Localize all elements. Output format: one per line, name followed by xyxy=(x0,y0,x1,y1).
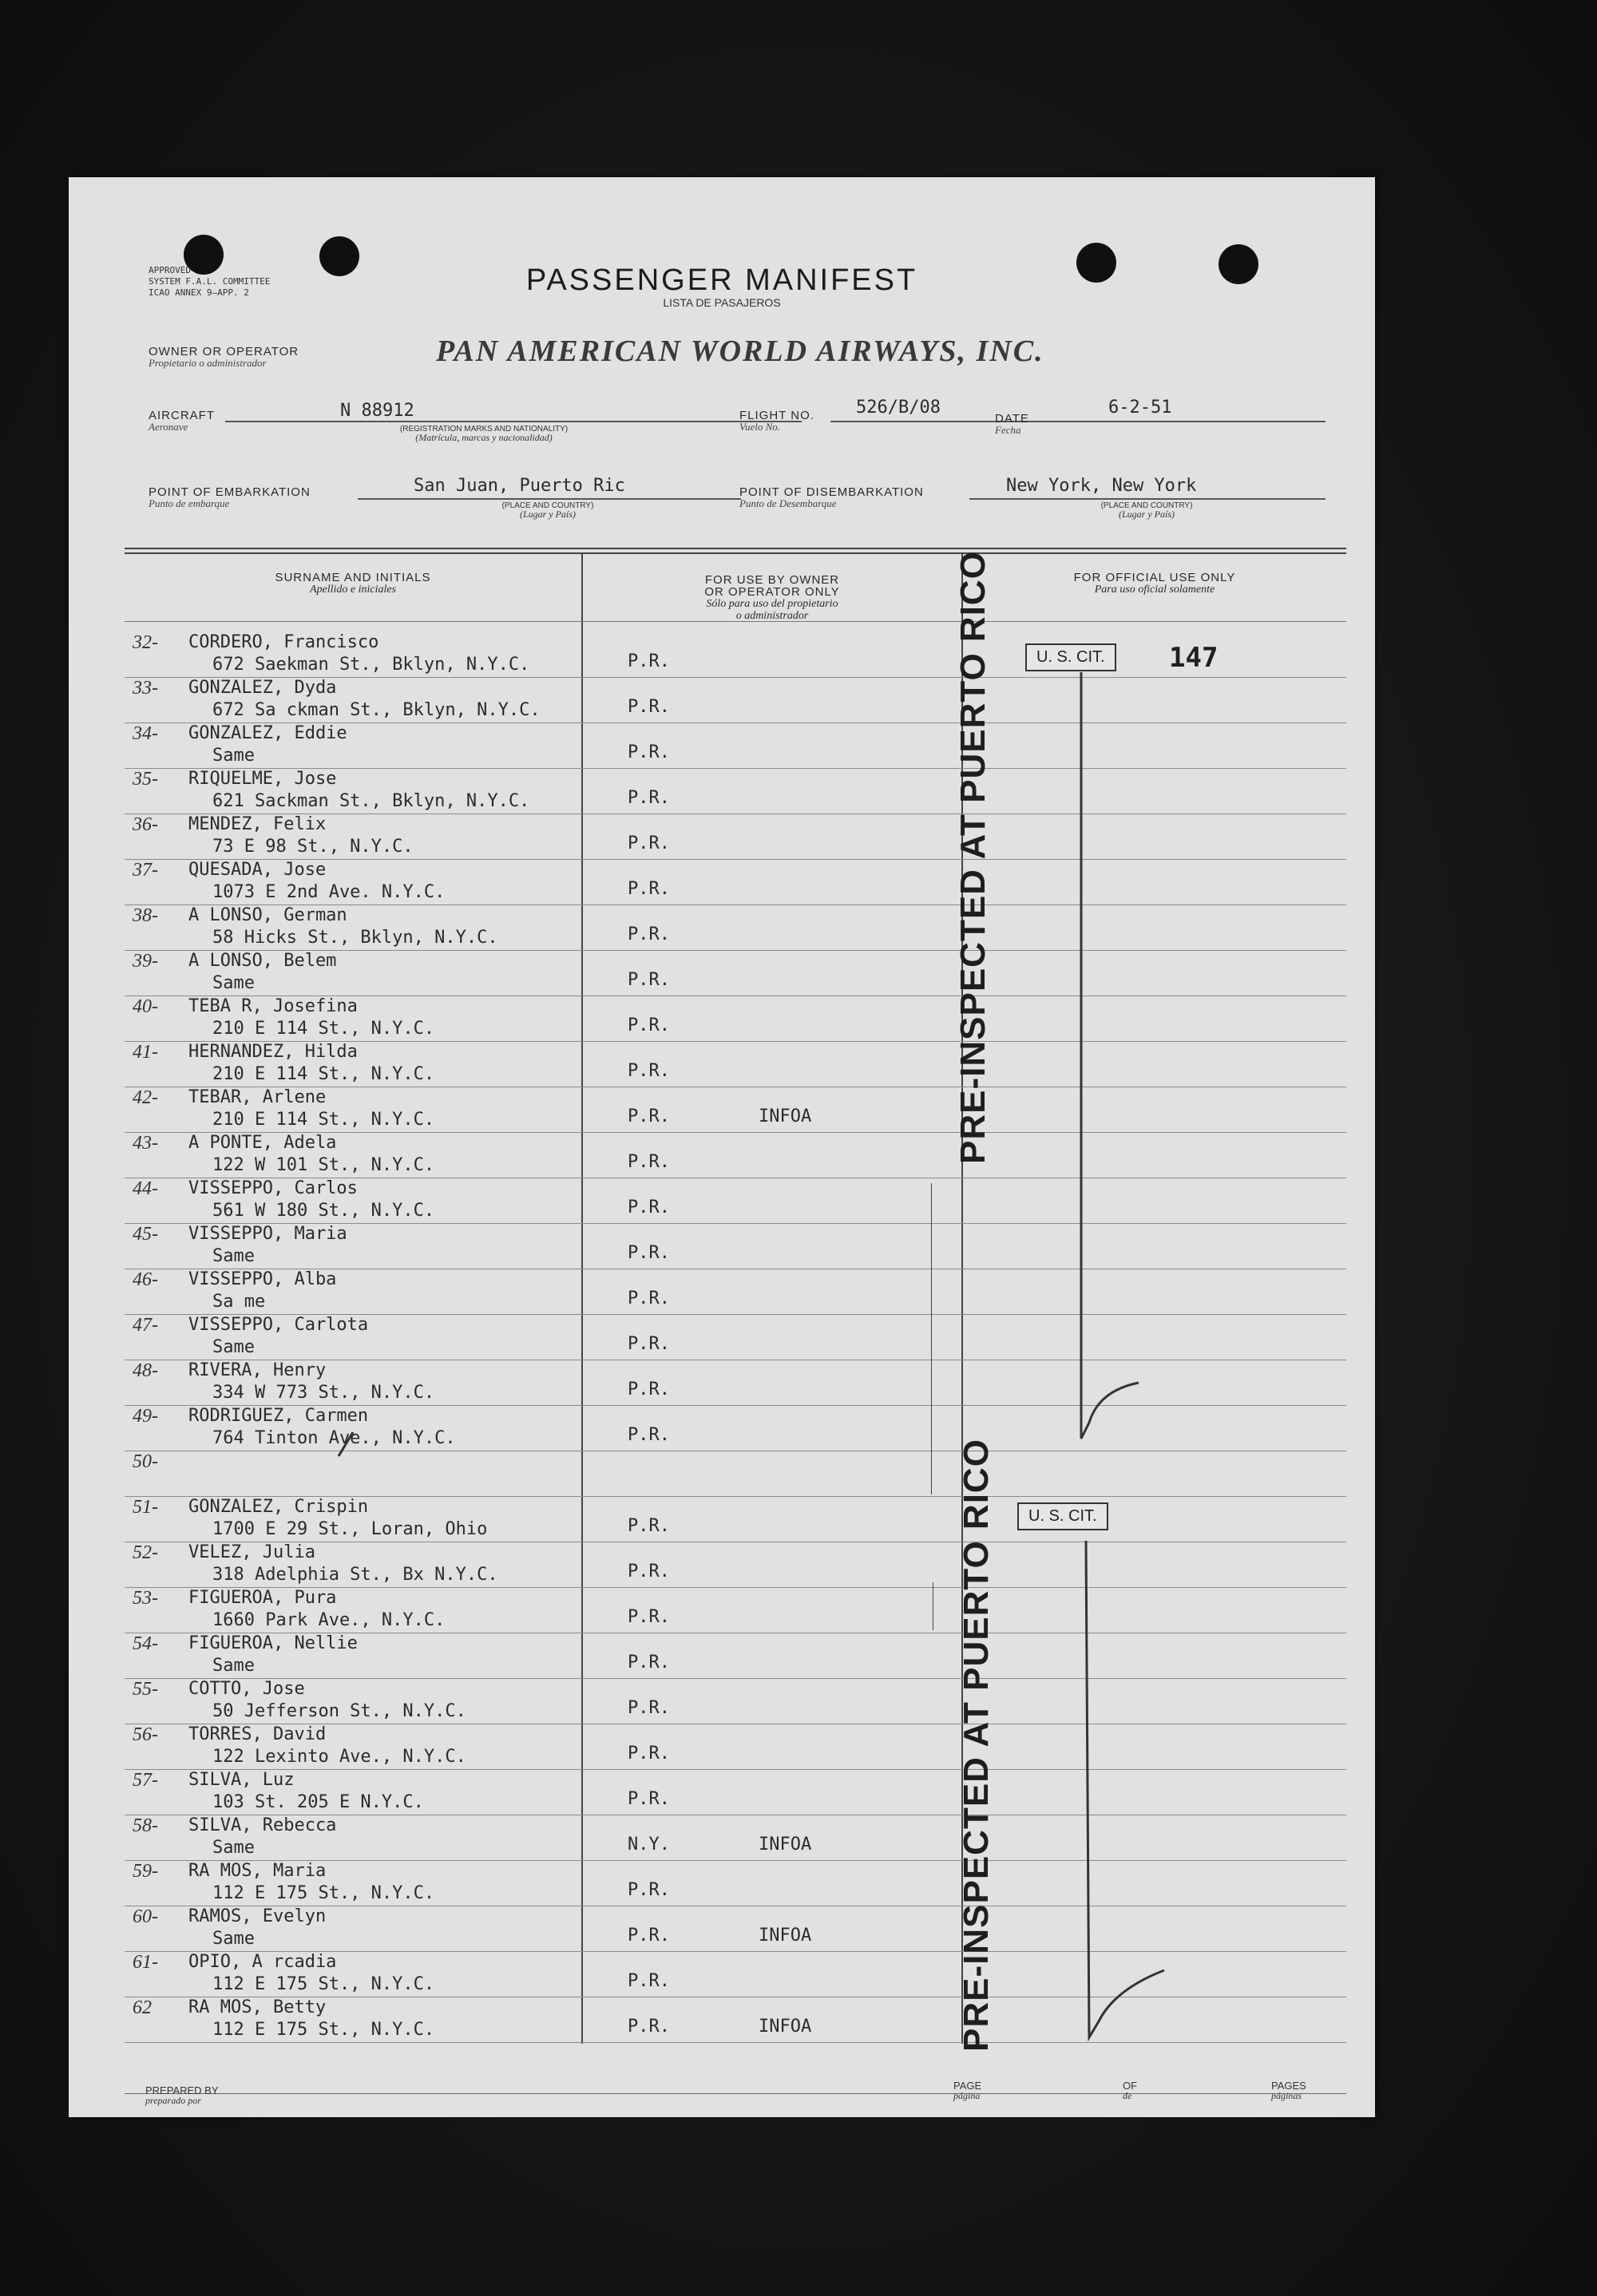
operator-code: P.R. xyxy=(628,697,670,717)
passenger-name: A PONTE, Adela xyxy=(188,1133,337,1153)
pages-label xyxy=(1271,2080,1306,2101)
passenger-name: RIQUELME, Jose xyxy=(188,769,337,789)
passenger-address: Same xyxy=(212,1246,255,1266)
embarkation-label-text: POINT OF EMBARKATION xyxy=(149,485,311,499)
passenger-name: TEBAR, Arlene xyxy=(188,1087,327,1107)
operator-code: P.R. xyxy=(628,924,670,944)
passenger-number: 54- xyxy=(133,1633,158,1654)
passenger-number: 39- xyxy=(133,951,158,972)
embarkation-place: San Juan, Puerto Ric xyxy=(414,476,625,496)
passenger-name: HERNANDEZ, Hilda xyxy=(188,1042,358,1062)
passenger-number: 55- xyxy=(133,1679,158,1700)
flight-label-es: Vuelo No. xyxy=(739,421,781,433)
checkmark-bracket xyxy=(1081,672,1139,1439)
passenger-number: 41- xyxy=(133,1042,158,1063)
passenger-number: 57- xyxy=(133,1770,158,1791)
passenger-name: CORDERO, Francisco xyxy=(188,632,379,652)
passenger-name: RAMOS, Evelyn xyxy=(188,1906,327,1926)
passenger-address: 210 E 114 St., N.Y.C. xyxy=(212,1064,435,1084)
airline-name: PAN AMERICAN WORLD AIRWAYS, INC. xyxy=(436,335,1044,368)
operator-code: P.R. xyxy=(628,1653,670,1673)
passenger-name: TEBA R, Josefina xyxy=(188,996,358,1016)
page-label-es: página xyxy=(953,2090,981,2101)
disembarkation-place: New York, New York xyxy=(1006,476,1197,496)
disembarkation-label-es: Punto de Desembarque xyxy=(739,497,837,509)
passenger-address: 672 Sa ckman St., Bklyn, N.Y.C. xyxy=(212,700,541,720)
official-header-text: FOR OFFICIAL USE ONLY xyxy=(1073,571,1236,584)
passenger-number: 44- xyxy=(133,1178,158,1199)
official-checkmarks xyxy=(69,177,1375,2117)
prepared-by-es: preparado por xyxy=(145,2095,201,2106)
owner-use-header-es: Sólo para uso del propietario o administrador xyxy=(706,598,838,622)
passenger-name: VISSEPPO, Alba xyxy=(188,1269,337,1289)
prepared-by-label xyxy=(145,2085,219,2106)
passenger-number: 49- xyxy=(133,1406,158,1427)
operator-code: P.R. xyxy=(628,1015,670,1035)
owner-label-text: OWNER OR OPERATOR xyxy=(149,345,299,358)
passenger-name: QUESADA, Jose xyxy=(188,860,327,880)
passenger-name: RODRIGUEZ, Carmen xyxy=(188,1406,369,1426)
aircraft-registration: N 88912 xyxy=(340,401,414,421)
passenger-name: RA MOS, Maria xyxy=(188,1861,327,1881)
operator-code: P.R. xyxy=(628,1789,670,1809)
preinspected-stamp: PRE-INSPECTED AT PUERTO RICO xyxy=(953,551,993,1164)
passenger-name: OPIO, A rcadia xyxy=(188,1952,337,1972)
disembarkation-label-text: POINT OF DISEMBARKATION xyxy=(739,485,924,499)
operator-code: P.R. xyxy=(628,742,670,762)
passenger-number: 48- xyxy=(133,1360,158,1381)
passenger-address: Same xyxy=(212,1656,255,1676)
page-label xyxy=(953,2080,981,2101)
us-citizen-stamp: U. S. CIT. xyxy=(1025,643,1116,671)
passenger-name: TORRES, David xyxy=(188,1724,327,1744)
official-header-es: Para uso oficial solamente xyxy=(1094,584,1215,596)
passenger-number: 53- xyxy=(133,1588,158,1609)
passenger-number: 45- xyxy=(133,1224,158,1245)
operator-code: P.R. xyxy=(628,788,670,808)
passenger-name: A LONSO, Belem xyxy=(188,951,337,971)
passenger-address: 210 E 114 St., N.Y.C. xyxy=(212,1019,435,1039)
embarkation-caption-es: (Lugar y País) xyxy=(520,509,576,520)
passenger-address: 112 E 175 St., N.Y.C. xyxy=(212,1974,435,1994)
passenger-number: 36- xyxy=(133,814,158,835)
passenger-name: MENDEZ, Felix xyxy=(188,814,327,834)
aircraft-caption-text: (REGISTRATION MARKS AND NATIONALITY) xyxy=(399,425,569,433)
passenger-count: 147 xyxy=(1169,642,1219,674)
operator-note: INFOA xyxy=(759,1835,812,1855)
passenger-address: 318 Adelphia St., Bx N.Y.C. xyxy=(212,1565,498,1585)
passenger-name: A LONSO, German xyxy=(188,905,347,925)
footer-rule xyxy=(125,2093,1346,2094)
flight-date: 6-2-51 xyxy=(1108,398,1172,418)
passenger-name: FIGUEROA, Pura xyxy=(188,1588,337,1608)
owner-use-header-text: FOR USE BY OWNER OR OPERATOR ONLY xyxy=(704,573,840,599)
pen-mark xyxy=(339,1432,353,1456)
passenger-address: 1073 E 2nd Ave. N.Y.C. xyxy=(212,882,446,902)
manifest-title: PASSENGER MANIFEST xyxy=(525,263,918,297)
passenger-address: 112 E 175 St., N.Y.C. xyxy=(212,2020,435,2040)
passenger-address: 58 Hicks St., Bklyn, N.Y.C. xyxy=(212,928,498,948)
passenger-number: 40- xyxy=(133,996,158,1017)
passenger-number: 60- xyxy=(133,1906,158,1927)
passenger-number: 42- xyxy=(133,1087,158,1108)
passenger-name: FIGUEROA, Nellie xyxy=(188,1633,358,1653)
passenger-number: 37- xyxy=(133,860,158,881)
passenger-address: 621 Sackman St., Bklyn, N.Y.C. xyxy=(212,791,530,811)
passenger-address: Same xyxy=(212,1838,255,1858)
passenger-name: RIVERA, Henry xyxy=(188,1360,327,1380)
passenger-address: 122 W 101 St., N.Y.C. xyxy=(212,1155,435,1175)
operator-code: P.R. xyxy=(628,1380,670,1399)
operator-code: P.R. xyxy=(628,1744,670,1764)
operator-code: P.R. xyxy=(628,1334,670,1354)
operator-code: N.Y. xyxy=(628,1835,670,1855)
aircraft-caption-es: (Matrícula, marcas y nacionalidad) xyxy=(415,432,553,443)
passenger-number: 62 xyxy=(133,1997,152,2018)
pages-label-es: páginas xyxy=(1271,2090,1302,2101)
surname-header-text: SURNAME AND INITIALS xyxy=(275,571,431,584)
preinspected-stamp: PRE-INSPECTED AT PUERTO RICO xyxy=(957,1439,996,2052)
passenger-name: VISSEPPO, Maria xyxy=(188,1224,347,1244)
aircraft-label-text: AIRCRAFT xyxy=(149,409,215,422)
manifest-subtitle: LISTA DE PASAJEROS xyxy=(663,296,781,309)
passenger-number: 52- xyxy=(133,1542,158,1563)
passenger-address: Same xyxy=(212,1929,255,1949)
disembarkation-caption-text: (PLACE AND COUNTRY) xyxy=(1100,501,1193,510)
passenger-address: Same xyxy=(212,1337,255,1357)
operator-code: P.R. xyxy=(628,1880,670,1900)
date-label-es: Fecha xyxy=(995,424,1021,436)
passenger-name: VELEZ, Julia xyxy=(188,1542,315,1562)
passenger-number: 38- xyxy=(133,905,158,926)
passenger-address: 210 E 114 St., N.Y.C. xyxy=(212,1110,435,1130)
passenger-name: SILVA, Luz xyxy=(188,1770,295,1790)
passenger-address: 112 E 175 St., N.Y.C. xyxy=(212,1883,435,1903)
passenger-address: 50 Jefferson St., N.Y.C. xyxy=(212,1701,466,1721)
passenger-address: 103 St. 205 E N.Y.C. xyxy=(212,1792,424,1812)
passenger-address: Sa me xyxy=(212,1292,266,1312)
passenger-name: SILVA, Rebecca xyxy=(188,1815,337,1835)
passenger-number: 33- xyxy=(133,678,158,699)
manifest-sheet xyxy=(69,177,1375,2117)
operator-note: INFOA xyxy=(759,2017,812,2037)
prepared-by-text: PREPARED BY xyxy=(145,2084,219,2096)
operator-code: P.R. xyxy=(628,879,670,899)
aircraft-label-es: Aeronave xyxy=(149,421,188,433)
operator-code: P.R. xyxy=(628,1562,670,1581)
passenger-address: 122 Lexinto Ave., N.Y.C. xyxy=(212,1747,466,1767)
operator-note: INFOA xyxy=(759,1926,812,1946)
operator-code: P.R. xyxy=(628,1061,670,1081)
operator-code: P.R. xyxy=(628,833,670,853)
operator-code: P.R. xyxy=(628,2017,670,2037)
passenger-number: 46- xyxy=(133,1269,158,1290)
pages-label-text: PAGES xyxy=(1271,2080,1306,2092)
passenger-address: Same xyxy=(212,746,255,766)
flight-label-text: FLIGHT NO. xyxy=(739,409,814,422)
passenger-name: GONZALEZ, Dyda xyxy=(188,678,337,698)
operator-code: P.R. xyxy=(628,1152,670,1172)
operator-code: P.R. xyxy=(628,1106,670,1126)
passenger-number: 59- xyxy=(133,1861,158,1882)
passenger-number: 43- xyxy=(133,1133,158,1154)
checkmark-bracket xyxy=(1086,1541,1164,2037)
flight-number: 526/B/08 xyxy=(856,398,941,418)
passenger-address: 1700 E 29 St., Loran, Ohio xyxy=(212,1519,488,1539)
passenger-number: 50- xyxy=(133,1451,158,1472)
of-label xyxy=(1123,2080,1137,2101)
page-label-text: PAGE xyxy=(953,2080,982,2092)
owner-label-es: Propietario o administrador xyxy=(149,357,267,369)
of-label-es: de xyxy=(1123,2090,1132,2101)
passenger-number: 47- xyxy=(133,1315,158,1336)
us-citizen-stamp: U. S. CIT. xyxy=(1017,1502,1108,1530)
passenger-name: RA MOS, Betty xyxy=(188,1997,327,2017)
operator-code: P.R. xyxy=(628,1197,670,1217)
passenger-number: 32- xyxy=(133,632,158,653)
passenger-name: VISSEPPO, Carlos xyxy=(188,1178,358,1198)
passenger-address: Same xyxy=(212,973,255,993)
passenger-number: 35- xyxy=(133,769,158,790)
passenger-name: GONZALEZ, Eddie xyxy=(188,723,347,743)
operator-code: P.R. xyxy=(628,1289,670,1308)
passenger-address: 73 E 98 St., N.Y.C. xyxy=(212,837,414,857)
embarkation-caption-text: (PLACE AND COUNTRY) xyxy=(501,501,594,510)
passenger-address: 672 Saekman St., Bklyn, N.Y.C. xyxy=(212,655,530,675)
operator-code: P.R. xyxy=(628,651,670,671)
date-label-text: DATE xyxy=(995,412,1029,426)
approval-note: APPROVED SYSTEM F.A.L. COMMITTEE ICAO ANNEX 9—APP. 2 xyxy=(149,265,271,298)
of-label-text: OF xyxy=(1123,2080,1138,2092)
operator-code: P.R. xyxy=(628,1607,670,1627)
passenger-name: COTTO, Jose xyxy=(188,1679,305,1699)
embarkation-label-es: Punto de embarque xyxy=(149,497,230,509)
passenger-address: 1660 Park Ave., N.Y.C. xyxy=(212,1610,446,1630)
passenger-address: 561 W 180 St., N.Y.C. xyxy=(212,1201,435,1221)
passenger-name: GONZALEZ, Crispin xyxy=(188,1497,369,1517)
passenger-number: 58- xyxy=(133,1815,158,1836)
operator-code: P.R. xyxy=(628,1698,670,1718)
disembarkation-caption-es: (Lugar y País) xyxy=(1119,509,1175,520)
passenger-address: 334 W 773 St., N.Y.C. xyxy=(212,1383,435,1403)
passenger-number: 56- xyxy=(133,1724,158,1745)
passenger-number: 34- xyxy=(133,723,158,744)
operator-code: P.R. xyxy=(628,1243,670,1263)
operator-code: P.R. xyxy=(628,1971,670,1991)
operator-code: P.R. xyxy=(628,1516,670,1536)
passenger-number: 51- xyxy=(133,1497,158,1518)
surname-header-es: Apellido e iniciales xyxy=(309,584,397,596)
operator-code: P.R. xyxy=(628,1926,670,1946)
passenger-number: 61- xyxy=(133,1952,158,1973)
operator-code: P.R. xyxy=(628,970,670,990)
operator-code: P.R. xyxy=(628,1425,670,1445)
passenger-name: VISSEPPO, Carlota xyxy=(188,1315,369,1335)
passenger-address: 764 Tinton Ave., N.Y.C. xyxy=(212,1428,456,1448)
operator-note: INFOA xyxy=(759,1106,812,1126)
